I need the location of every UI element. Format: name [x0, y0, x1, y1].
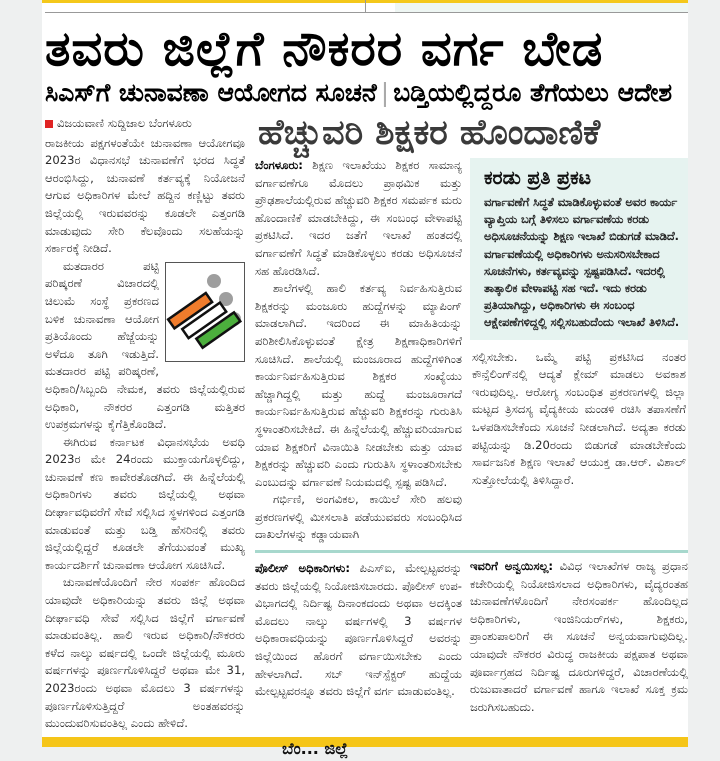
right-column: [470, 155, 688, 489]
paragraph: [470, 558, 688, 716]
dateline: ಬೆಂಗಳೂರು:: [255, 158, 303, 172]
paragraph: ಗರ್ಭಿಣಿ, ಅಂಗವಿಕಲ, ಕಾಯಿಲೆ ಸೇರಿ ಹಲವು ಪ್ರಕರಣಗಳಲ್ಲಿ ಮೀಸಲಾತಿ ಪಡೆಯುವವರು ಸಂಬಂಧಿಸಿದ ದಾಖಲೆಗಳನ್ನು ಕಡ್ಡಾಯವಾಗಿ: [255, 492, 462, 542]
newspaper-page: [42, 0, 689, 758]
byline: [45, 115, 245, 133]
sub-headline-left: ಸಿಎಸ್‌ಗೆ ಚುನಾವಣಾ ಆಯೋಗದ ಸೂಚನೆ: [45, 78, 377, 107]
box-title: ಕರಡು ಪ್ರತಿ ಪ್ರಕಟ: [484, 167, 592, 189]
teacher-article-row: [255, 155, 688, 544]
sub-headline: [45, 77, 685, 109]
main-headline: ತವರು ಜಿಲ್ಲೆಗೆ ನೌಕರರ ವರ್ಗ ಬೇಡ: [45, 21, 604, 77]
draft-notice-box: [470, 158, 688, 340]
byline-text: ವಿಜಯವಾಣಿ ಸುದ್ದಿಜಾಲ ಬೆಂಗಳೂರು: [57, 116, 192, 130]
sub-headline-right: ಬಡ್ತಿಯಲ್ಲಿದ್ದರೂ ತೆಗೆಯಲು ಆದೇಶ: [393, 78, 673, 107]
paragraph: ಸಲ್ಲಿಸಬೇಕು. ಒಮ್ಮೆ ಪಟ್ಟಿ ಪ್ರಕಟಿಸಿದ ನಂತರ ಕೌನ್ಸೆಲಿಂಗ್‌ನಲ್ಲಿ ಆದ್ಯತೆ ಕ್ಲೇಮ್ ಮಾಡಲು ಅವಕಾಶ ಇರುವುದಿಲ್ಲ. ಆರೋಗ್ಯ ಸಂಬಂಧಿತ ಪ್ರಕರಣಗಳಲ್ಲಿ ಜಿಲ್ಲಾ ಮಟ್ಟದ ತ್ರಿಸದಸ್ಯ ವೈದ್ಯಕೀಯ ಮಂಡಳಿ ರಚಿಸಿ ತಪಾಸಣೆಗೆ ಒಳಪಡಿಸಬೇಕೆಂದು ಸೂಚನೆ ನೀಡಲಾಗಿದೆ. ಅದ್ಯತಾ ಕರಡು ಪಟ್ಟಿಯನ್ನು ಡಿ.20ರಂದು ಬಿಡುಗಡೆ ಮಾಡಬೇಕೆಂದು ಸಾರ್ವಜನಿಕ ಶಿಕ್ಷಣ ಇಲಾಖೆ ಆಯುಕ್ತ ಡಾ.ಆರ್. ವಿಶಾಲ್ ಸುತ್ತೋಲೆಯಲ್ಲಿ ತಿಳಿಸಿದ್ದಾರೆ.: [472, 349, 686, 487]
paragraph-text: ಶಿಕ್ಷಣ ಇಲಾಖೆಯು ಶಿಕ್ಷಕರ ಸಾಮಾನ್ಯ ವರ್ಗಾವಣೆಗೂ ಮೊದಲು ಪ್ರಾಥಮಿಕ ಮತ್ತು ಪ್ರೌಢಶಾಲೆಯಲ್ಲಿರುವ ಹೆಚ್ಚುವರಿ ಶಿಕ್ಷಕರ ಸಮರ್ಪಕ ಮರು ಹೊಂದಾಣಿಕೆ ಮಾಡಬೇಕಿದ್ದು, ಈ ಸಂಬಂಧ ವೇಳಾಪಟ್ಟಿ ಪ್ರಕಟಿಸಿದೆ. ಇದರ ಜತೆಗೆ ಇಲಾಖೆ ಹಂತದಲ್ಲಿ ವರ್ಗಾವಣೆಗೆ ಸಿದ್ಧತೆ ಮಾಡಿಕೊಳ್ಳಲು ಕರಡು ಅಧಿಸೂಚನೆ ಸಹ ಹೊರಡಿಸಿದೆ.: [255, 158, 463, 278]
paragraph: ಮತದಾರರ ಪಟ್ಟಿ ಪರಿಷ್ಕರಣೆ ವಿಚಾರದಲ್ಲಿ ಚಿಲುಮೆ ಸಂಸ್ಥೆ ಪ್ರಕರಣದ ಬಳಿಕ ಚುನಾವಣಾ ಆಯೋಗ ಪ್ರತಿಯೊಂದು ಹೆಜ್ಜೆಯನ್ನು ಅಳೆದೂ ತೂಗಿ ಇಡುತ್ತಿದೆ. ಮತದಾರರ ಪಟ್ಟಿ ಪರಿಷ್ಕರಣೆ, ಅಧಿಕಾರಿ/ಸಿಬ್ಬಂದಿ ನೇಮಕ, ತವರು ಜಿಲ್ಲೆಯಲ್ಲಿರುವ ಅಧಿಕಾರಿ, ನೌಕರರ ಎತ್ತಂಗಡಿ ಮತ್ತಿತರ ಉಪಕ್ರಮಗಳನ್ನು ಕೈಗೆತ್ತಿಕೊಂಡಿದೆ.: [45, 258, 245, 432]
paragraph: ಶಾಲೆಗಳಲ್ಲಿ ಹಾಲಿ ಕರ್ತವ್ಯ ನಿರ್ವಹಿಸುತ್ತಿರುವ ಶಿಕ್ಷಕರನ್ನು ಮಂಜೂರು ಹುದ್ದೆಗಳನ್ನು ಮ್ಯಾಪಿಂಗ್ ಮಾಡಲಾಗಿದೆ. ಇದರಿಂದ ಈ ಮಾಹಿತಿಯನ್ನು ಪರಿಶೀಲಿಸಿಕೊಳ್ಳುವಂತೆ ಕ್ಷೇತ್ರ ಶಿಕ್ಷಣಾಧಿಕಾರಿಗಳಿಗೆ ಸೂಚಿಸಿದೆ. ಶಾಲೆಯಲ್ಲಿ ಮಂಜೂರಾದ ಹುದ್ದೆಗಳಿಗಿಂತ ಕಾರ್ಯನಿರ್ವಹಿಸುತ್ತಿರುವ ಶಿಕ್ಷಕರ ಸಂಖ್ಯೆಯು ಹೆಚ್ಚಾಗಿದ್ದಲ್ಲಿ ಮತ್ತು ಹುದ್ದೆ ಮಂಜೂರಾಗದೆ ಕಾರ್ಯನಿರ್ವಹಿಸುತ್ತಿರುವ ಹೆಚ್ಚುವರಿ ಶಿಕ್ಷಕರನ್ನು ಗುರುತಿಸಿ ಸ್ಥಳಾಂತರಿಸಬೇಕಿದೆ. ಈ ಹಿನ್ನೆಲೆಯಲ್ಲಿ ಹೆಚ್ಚುವರಿಯಾಗುವ ಯಾವ ಶಿಕ್ಷಕರಿಗೆ ವಿನಾಯಿತಿ ನೀಡಬೇಕು ಮತ್ತು ಯಾವ ಶಿಕ್ಷಕರನ್ನು ಹೆಚ್ಚುವರಿ ಎಂದು ಗುರುತಿಸಿ ಸ್ಥಳಾಂತರಿಸಬೇಕು ಎಂಬುದನ್ನು ವರ್ಗಾವಣೆ ನಿಯಮದಲ್ಲಿ ಸ್ಪಷ್ಟ ಪಡಿಸಿದೆ.: [255, 281, 462, 489]
police-section: [255, 560, 462, 701]
bullet-square-icon: [45, 120, 53, 128]
paragraph: [255, 157, 462, 280]
top-tint-strip: [395, 3, 688, 12]
section-lead: ಇವರಿಗೆ ಅನ್ವಯಿಸಲ್ಲ:: [470, 559, 554, 574]
separator: |: [380, 78, 390, 107]
teacher-article-headline: ಹೆಚ್ಚುವರಿ ಶಿಕ್ಷಕರ ಹೊಂದಾಣಿಕೆ: [258, 113, 601, 153]
left-article: [45, 115, 245, 733]
election-commission-logo: [165, 262, 245, 362]
exempt-section: [470, 558, 688, 716]
teacher-article: [255, 115, 688, 716]
paragraph: [255, 560, 462, 701]
bottom-sections: [255, 558, 688, 716]
paragraph: ಚುನಾವಣೆಯೊಂದಿಗೆ ನೇರ ಸಂಪರ್ಕ ಹೊಂದಿದ ಯಾವುದೇ ಅಧಿಕಾರಿಯನ್ನು ತವರು ಜಿಲ್ಲೆ ಅಥವಾ ದೀರ್ಘಾವಧಿ ಸೇವೆ ಸಲ್ಲಿಸಿದ ಜಿಲ್ಲೆಗೆ ವರ್ಗಾವಣೆ ಮಾಡುವಂತಿಲ್ಲ. ಹಾಲಿ ಇರುವ ಅಧಿಕಾರಿ/ನೌಕರರು ಕಳೆದ ನಾಲ್ಕು ವರ್ಷದಲ್ಲಿ ಒಂದೇ ಜಿಲ್ಲೆಯಲ್ಲಿ ಮೂರು ವರ್ಷಗಳನ್ನು ಪೂರ್ಣಗೊಳಿಸಿದ್ದರೆ ಅಥವಾ ಮೇ 31, 2023ರಂದು ಅಥವಾ ಮೊದಲು 3 ವರ್ಷಗಳನ್ನು ಪೂರ್ಣಗೊಳಿಸುತ್ತಿದ್ದರೆ ಅಂತಹವರನ್ನು ಮುಂದುವರಿಸುವಂತಿಲ್ಲ ಎಂದು ಹೇಳಿದೆ.: [45, 575, 245, 731]
box-body: ವರ್ಗಾವಣೆಗೆ ಸಿದ್ಧತೆ ಮಾಡಿಕೊಳ್ಳುವಂತೆ ಅವರ ಕಾರ್ಯ ವ್ಯಾಪ್ತಿಯ ಬಗ್ಗೆ ತಿಳಿಸಲು ವರ್ಗಾವಣೆಯ ಕರಡು ಅಧಿಸೂಚನೆಯನ್ನು ಶಿಕ್ಷಣ ಇಲಾಖೆ ಬಿಡುಗಡೆ ಮಾಡಿದೆ. ವರ್ಗಾವಣೆಯಲ್ಲಿ ಅಧಿಕಾರಿಗಳು ಅನುಸರಿಸಬೇಕಾದ ಸೂಚನೆಗಳು, ಕರ್ತವ್ಯವನ್ನು ಸ್ಪಷ್ಟಪಡಿಸಿದೆ. ಇದರಲ್ಲಿ ತಾತ್ಕಾಲಿಕ ವೇಳಾಪಟ್ಟಿ ಸಹ ಇದೆ. ಇದು ಕರಡು ಪ್ರತಿಯಾಗಿದ್ದು, ಅಧಿಕಾರಿಗಳು ಈ ಸಂಬಂಧ ಆಕ್ಷೇಪಣೆಗಳಿದ್ದಲ್ಲಿ ಸಲ್ಲಿಸಬಹುದೆಂದು ಇಲಾಖೆ ತಿಳಿಸಿದೆ.: [484, 196, 680, 330]
paragraph-text: ಪಿಎಸ್‌ಐ, ಮೇಲ್ಪಟ್ಟವರನ್ನು ತವರು ಜಿಲ್ಲೆಯಲ್ಲಿ ನಿಯೋಜಿಸಬಾರದು. ಪೊಲೀಸ್ ಉಪ-ವಿಭಾಗದಲ್ಲಿ ನಿರ್ದಿಷ್ಟ ದಿನಾಂಕದಂದು ಅಥವಾ ಅದಕ್ಕಿಂತ ಮೊದಲು ನಾಲ್ಕು ವರ್ಷಗಳಲ್ಲಿ 3 ವರ್ಷಗಳ ಅಧಿಕಾರಾವಧಿಯನ್ನು ಪೂರ್ಣಗೊಳಿಸಿದ್ದರೆ ಅವರನ್ನು ಜಿಲ್ಲೆಯಿಂದ ಹೊರಗೆ ವರ್ಗಾಯಿಸಬೇಕು ಎಂದು ಹೇಳಲಾಗಿದೆ. ಸಬ್ ಇನ್‌ಸ್ಪೆಕ್ಟರ್ ಹುದ್ದೆಯ ಮೇಲ್ಪಟ್ಟವರನ್ನೂ ತವರು ಜಿಲ್ಲೆಗೆ ವರ್ಗ ಮಾಡುವಂತಿಲ್ಲ.: [255, 561, 463, 699]
footer-band-text: ಬೆಂ... ಜಿಲ್ಲೆ: [282, 738, 349, 758]
paragraph: ರಾಜಕೀಯ ಪಕ್ಷಗಳಂತೆಯೇ ಚುನಾವಣಾ ಆಯೋಗವೂ 2023ರ ವಿಧಾನಸಭೆ ಚುನಾವಣೆಗೆ ಭರದ ಸಿದ್ಧತೆ ಆರಂಭಿಸಿದ್ದು, ಚುನಾವಣೆ ಕರ್ತವ್ಯಕ್ಕೆ ನಿಯೋಜನೆ ಆಗುವ ಅಧಿಕಾರಿಗಳ ಮೇಲೆ ಹದ್ದಿನ ಕಣ್ಣಿಟ್ಟು ತವರು ಜಿಲ್ಲೆಯಲ್ಲಿ ಇರುವವರನ್ನು ಕೂಡಲೇ ಎತ್ತಂಗಡಿ ಮಾಡುವುದು ಸೇರಿ ಕೆಲವೊಂದು ಸಲಹೆಯನ್ನು ಸರ್ಕಾರಕ್ಕೆ ನೀಡಿದೆ.: [45, 135, 245, 256]
teacher-article-continued: [472, 349, 686, 490]
paragraph-text: ವಿವಿಧ ಇಲಾಖೆಗಳ ರಾಜ್ಯ ಪ್ರಧಾನ ಕಚೇರಿಯಲ್ಲಿ ನಿಯೋಜಿಸಲಾದ ಅಧಿಕಾರಿಗಳು, ವೈದ್ಯರಂತಹ ಚುನಾವಣೆಗಳೊಂದಿಗೆ ನೇರಸಂಪರ್ಕ ಹೊಂದಿಲ್ಲದ ಅಧಿಕಾರಿಗಳು, ಇಂಜಿನಿಯರ್‌ಗಳು, ಶಿಕ್ಷಕರು, ಪ್ರಾಂಶುಪಾಲರಿಗೆ ಈ ಸೂಚನೆ ಅನ್ವಯವಾಗುವುದಿಲ್ಲ. ಯಾವುದೇ ನೌಕರರ ವಿರುದ್ಧ ರಾಜಕೀಯ ಪಕ್ಷಪಾತ ಅಥವಾ ಪೂರ್ವಾಗ್ರಹದ ನಿರ್ದಿಷ್ಟ ದೂರುಗಳಿದ್ದರೆ, ವಿಚಾರಣೆಯಲ್ಲಿ ರುಜುವಾತಾದರೆ ವರ್ಗಾವಣೆ ಹಾಗೂ ಇಲಾಖೆ ಸೂಕ್ತ ಕ್ರಮ ಜರುಗಿಸಬಹುದು.: [470, 559, 689, 714]
top-rule: [45, 3, 688, 13]
bottom-yellow-band: [42, 737, 688, 758]
section-divider: [255, 550, 688, 553]
section-lead: ಪೊಲೀಸ್ ಅಧಿಕಾರಿಗಳು:: [255, 561, 350, 576]
paragraph: ಈಗಿರುವ ಕರ್ನಾಟಕ ವಿಧಾನಸಭೆಯ ಅವಧಿ 2023ರ ಮೇ 24ರಂದು ಮುಕ್ತಾಯಗೊಳ್ಳಲಿದ್ದು, ಚುನಾವಣೆ ಕಣ ಕಾವೇರತೊಡಗಿದೆ. ಈ ಹಿನ್ನೆಲೆಯಲ್ಲಿ ಅಧಿಕಾರಿಗಳು ತವರು ಜಿಲ್ಲೆಯಲ್ಲಿ ಅಥವಾ ದೀರ್ಘಾವಧಿವರೆಗೆ ಸೇವೆ ಸಲ್ಲಿಸಿದ ಸ್ಥಳಗಳಿಂದ ಎತ್ತಂಗಡಿ ಮಾಡುವಂತೆ ಮತ್ತು ಬಡ್ತಿ ಹೆಸರಿನಲ್ಲಿ ತವರು ಜಿಲ್ಲೆಯಲ್ಲಿದ್ದರೆ ಕೂಡಲೇ ತೆಗೆಯುವಂತೆ ಮುಖ್ಯ ಕಾರ್ಯದರ್ಶಿಗೆ ಚುನಾವಣಾ ಆಯೋಗ ಸೂಚಿಸಿದೆ.: [45, 434, 245, 572]
teacher-article-body: [255, 157, 462, 544]
article-area: [45, 115, 688, 733]
top-divider: [365, 0, 366, 12]
